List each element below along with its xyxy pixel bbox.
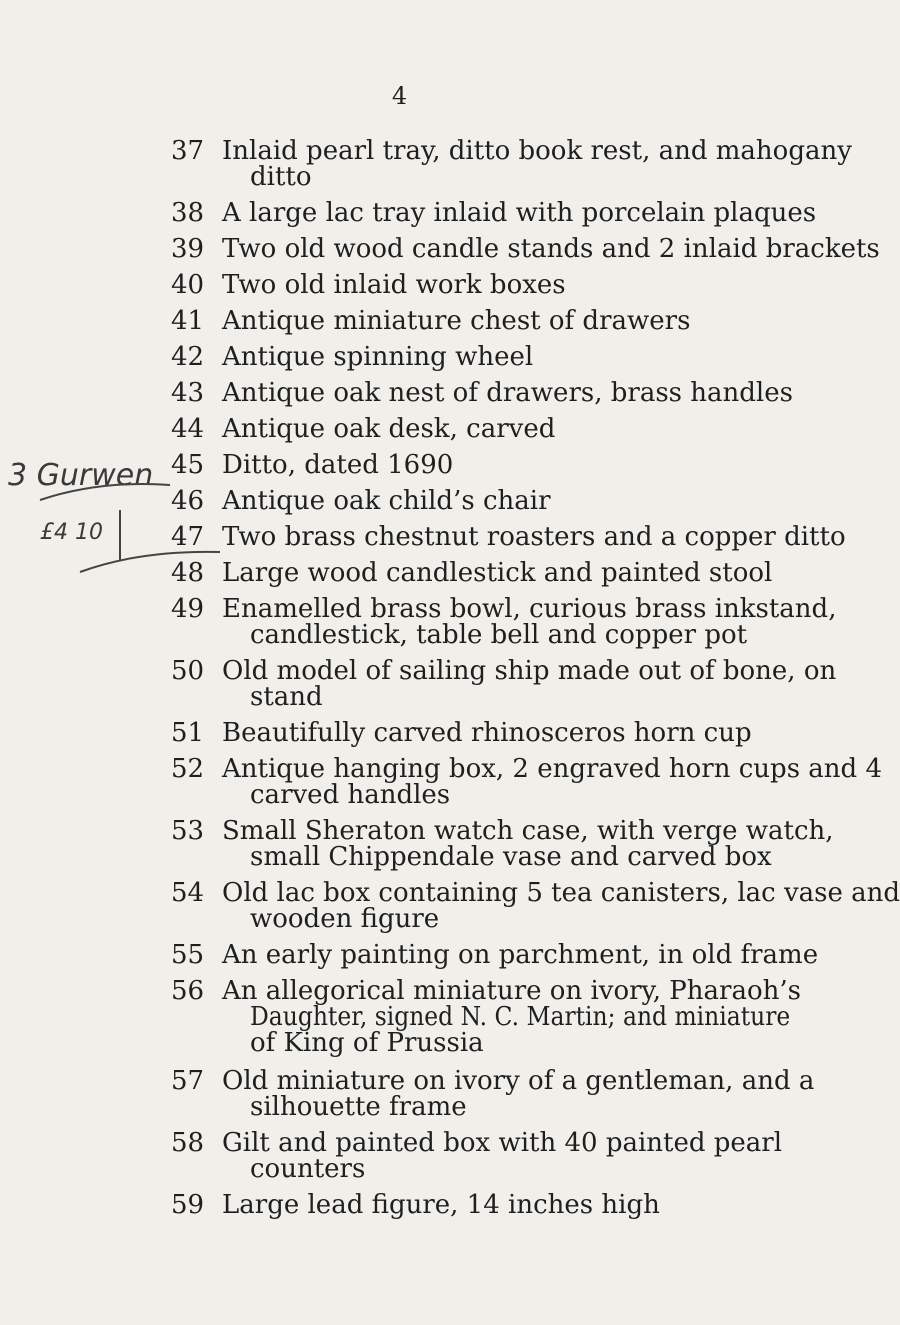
lot-number: 45 <box>171 450 205 480</box>
lot-number: 52 <box>171 754 205 784</box>
lot-description-continued: counters <box>250 1154 366 1184</box>
lot-number: 56 <box>171 976 205 1006</box>
lot-description: Old model of sailing ship made out of bone, on <box>222 656 837 686</box>
lot-description: Antique oak child’s chair <box>222 486 551 516</box>
lot-number: 42 <box>171 342 205 372</box>
lot-description: Two brass chestnut roasters and a copper ditto <box>222 522 846 552</box>
lot-number: 39 <box>171 234 205 264</box>
bracket-mark <box>0 440 220 580</box>
lot-description: Antique oak nest of drawers, brass handles <box>222 378 793 408</box>
lot-description: A large lac tray inlaid with porcelain plaques <box>222 198 817 228</box>
lot-description-continued: Daughter, signed N. C. Martin; and miniature <box>250 1002 791 1032</box>
lot-description: Old miniature on ivory of a gentleman, and a <box>222 1066 815 1096</box>
lot-description: Enamelled brass bowl, curious brass inkstand, <box>222 594 837 624</box>
lot-description: Ditto, dated 1690 <box>222 450 454 480</box>
lot-number: 40 <box>171 270 205 300</box>
lot-number: 58 <box>171 1128 205 1158</box>
lot-description-continued: stand <box>250 682 323 712</box>
lot-description: Gilt and painted box with 40 painted pearl <box>222 1128 783 1158</box>
lot-number: 46 <box>171 486 205 516</box>
lot-description-continued: silhouette frame <box>250 1092 467 1122</box>
handwritten-note-lot-50: £4 10 <box>40 520 103 545</box>
lot-number: 44 <box>171 414 205 444</box>
lot-number: 59 <box>171 1190 205 1220</box>
handwritten-note-lot-49: 3 Gurwen <box>8 458 154 493</box>
lot-number: 47 <box>171 522 205 552</box>
lot-description: An allegorical miniature on ivory, Pharaoh’s <box>222 976 801 1006</box>
lot-description-continued: wooden figure <box>250 904 440 934</box>
lot-description-continued: carved handles <box>250 780 451 810</box>
lot-number: 41 <box>171 306 205 336</box>
lot-number: 38 <box>171 198 205 228</box>
lot-description: Antique oak desk, carved <box>222 414 556 444</box>
lot-description: Two old inlaid work boxes <box>222 270 566 300</box>
lot-description: Antique spinning wheel <box>222 342 534 372</box>
lot-description-continued: candlestick, table bell and copper pot <box>250 620 748 650</box>
lot-description: Large lead figure, 14 inches high <box>222 1190 660 1220</box>
lot-description-continued: ditto <box>250 162 312 192</box>
lot-number: 43 <box>171 378 205 408</box>
lot-description-continued: of King of Prussia <box>250 1028 484 1058</box>
lot-description: Antique miniature chest of drawers <box>222 306 691 336</box>
lot-number: 51 <box>171 718 205 748</box>
lot-number: 48 <box>171 558 205 588</box>
lot-description: Small Sheraton watch case, with verge watch, <box>222 816 834 846</box>
lot-description: Beautifully carved rhinosceros horn cup <box>222 718 752 748</box>
lot-number: 50 <box>171 656 205 686</box>
lot-description: An early painting on parchment, in old frame <box>222 940 819 970</box>
lot-description: Large wood candlestick and painted stool <box>222 558 773 588</box>
lot-description: Old lac box containing 5 tea canisters, lac vase and <box>222 878 900 908</box>
lot-number: 55 <box>171 940 205 970</box>
lot-number: 57 <box>171 1066 205 1096</box>
lot-description: Inlaid pearl tray, ditto book rest, and mahogany <box>222 136 852 166</box>
lot-description: Antique hanging box, 2 engraved horn cups and 4 <box>222 754 883 784</box>
lot-description: Two old wood candle stands and 2 inlaid brackets <box>222 234 880 264</box>
lot-number: 54 <box>171 878 205 908</box>
lot-number: 37 <box>171 136 205 166</box>
page-number: 4 <box>391 82 409 110</box>
lot-number: 49 <box>171 594 205 624</box>
lot-description-continued: small Chippendale vase and carved box <box>250 842 772 872</box>
lot-number: 53 <box>171 816 205 846</box>
